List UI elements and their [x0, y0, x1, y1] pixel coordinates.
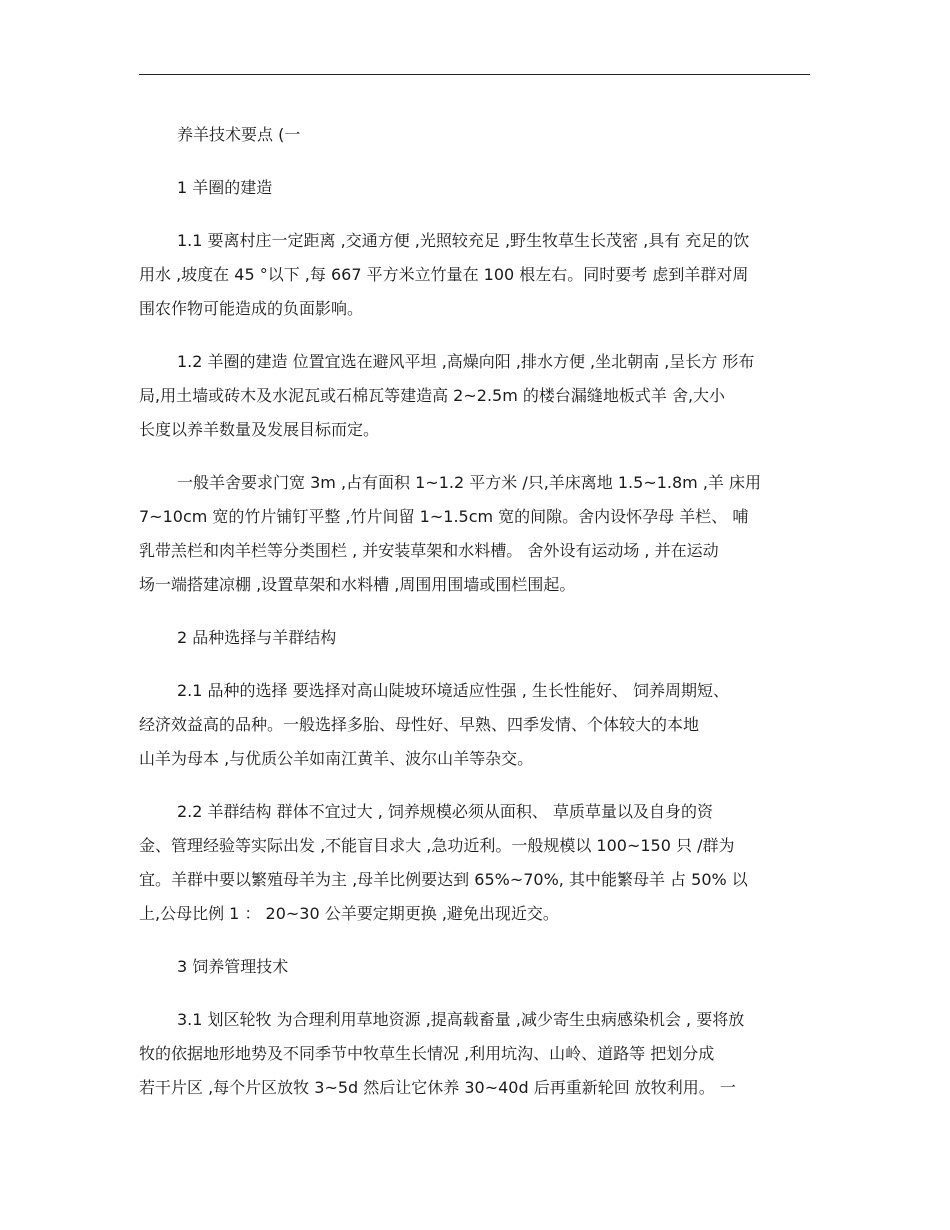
- paragraph-1-1: [139, 224, 810, 326]
- paragraph-2-2: [139, 795, 810, 931]
- section-heading-2: 2 品种选择与羊群结构: [177, 628, 337, 647]
- paragraph-3-1: [139, 1003, 810, 1105]
- paragraph-line: 上,公母比例 1 ： 20~30 公羊要定期更换 ,避免出现近交。: [139, 904, 559, 923]
- paragraph-line: 长度以养羊数量及发展目标而定。: [139, 420, 380, 439]
- paragraph-line: 3.1 划区轮牧 为合理利用草地资源 ,提高载畜量 ,减少寄生虫病感染机会 , 要将放: [177, 1010, 745, 1029]
- paragraph-1-2: [139, 345, 810, 447]
- paragraph-line: 围农作物可能造成的负面影响。: [139, 299, 364, 318]
- paragraph-line: 2.2 羊群结构 群体不宜过大 , 饲养规模必须从面积、 草质草量以及自身的资: [177, 802, 713, 821]
- paragraph-line: 宜。羊群中要以繁殖母羊为主 ,母羊比例要达到 65%~70%, 其中能繁母羊 占 50% 以: [139, 870, 748, 889]
- paragraph-sheep-house: [139, 466, 810, 602]
- paragraph-line: 若干片区 ,每个片区放牧 3~5d 然后让它休养 30~40d 后再重新轮回 放牧利用。 一: [139, 1078, 736, 1097]
- section-heading-1: 1 羊圈的建造: [177, 178, 273, 197]
- paragraph-line: 局,用土墙或砖木及水泥瓦或石棉瓦等建造高 2~2.5m 的楼台漏缝地板式羊 舍,大小: [139, 386, 726, 405]
- paragraph-line: 2.1 品种的选择 要选择对高山陡坡环境适应性强 , 生长性能好、 饲养周期短、: [177, 681, 729, 700]
- paragraph-line: 牧的依据地形地势及不同季节中牧草生长情况 ,利用坑沟、山岭、道路等 把划分成: [139, 1044, 715, 1063]
- document-title: 养羊技术要点 (一: [177, 125, 301, 144]
- paragraph-line: 1.2 羊圈的建造 位置宜选在避风平坦 ,高燥向阳 ,排水方便 ,坐北朝南 ,呈长方 形布: [177, 352, 755, 371]
- document-body: [139, 118, 810, 1105]
- paragraph-line: 山羊为母本 ,与优质公羊如南江黄羊、波尔山羊等杂交。: [139, 749, 534, 768]
- header-rule: [139, 74, 810, 75]
- paragraph-line: 乳带羔栏和肉羊栏等分类围栏 , 并安装草架和水料槽。 舍外设有运动场 , 并在运动: [139, 541, 719, 560]
- paragraph-2-1: [139, 674, 810, 776]
- paragraph-line: 一般羊舍要求门宽 3m ,占有面积 1~1.2 平方米 /只,羊床离地 1.5~1.8m ,羊 床用: [177, 473, 762, 492]
- paragraph-line: 7~10cm 宽的竹片铺钉平整 ,竹片间留 1~1.5cm 宽的间隙。舍内设怀孕母 羊栏、 哺: [139, 507, 749, 526]
- section-heading-3: 3 饲养管理技术: [177, 957, 289, 976]
- paragraph-line: 经济效益高的品种。一般选择多胎、母性好、早熟、四季发情、个体较大的本地: [139, 715, 700, 734]
- paragraph-line: 用水 ,坡度在 45 °以下 ,每 667 平方米立竹量在 100 根左右。同时要考 虑到羊群对周: [139, 265, 749, 284]
- paragraph-line: 场一端搭建凉棚 ,设置草架和水料槽 ,周围用围墙或围栏围起。: [139, 575, 576, 594]
- paragraph-line: 金、管理经验等实际出发 ,不能盲目求大 ,急功近利。一般规模以 100~150 只 /群为: [139, 836, 735, 855]
- paragraph-line: 1.1 要离村庄一定距离 ,交通方便 ,光照较充足 ,野生牧草生长茂密 ,具有 充足的饮: [177, 231, 750, 250]
